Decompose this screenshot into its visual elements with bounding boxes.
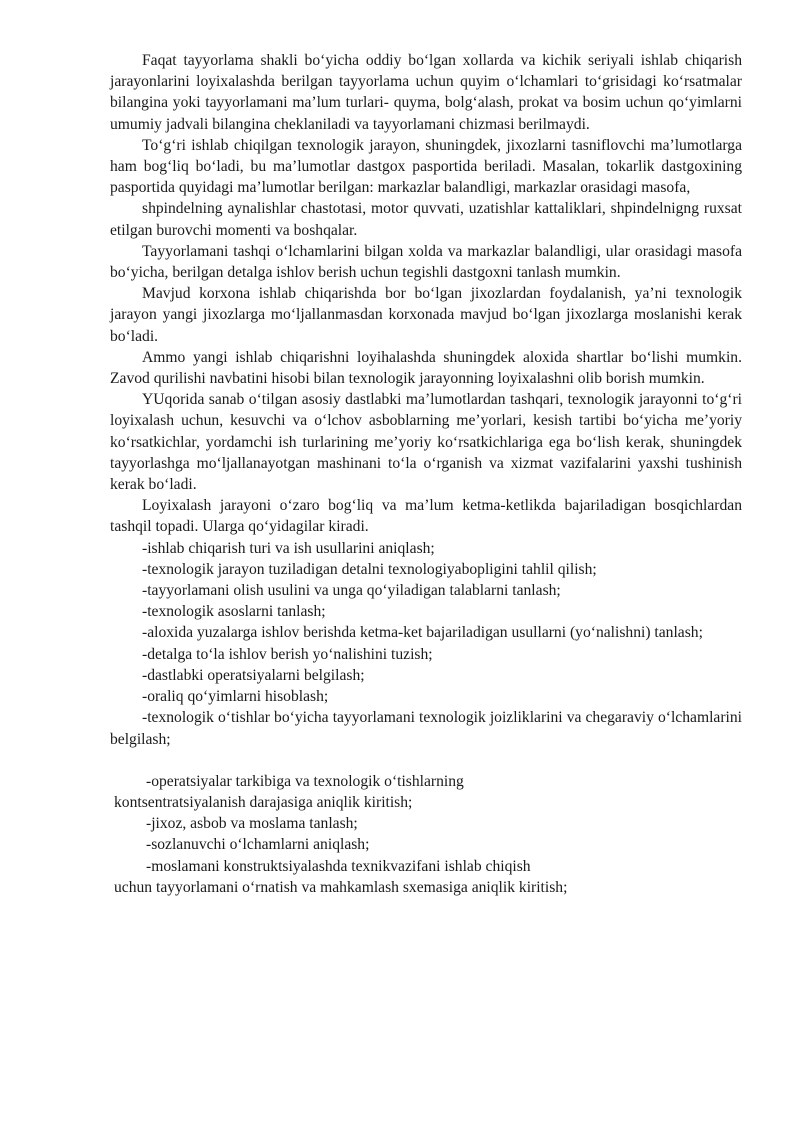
list-item: -ishlab chiqarish turi va ish usullarini aniqlash; [142,539,435,557]
list-item: -oraliq qo‘yimlarni hisoblash; [142,688,329,706]
list-item [110,771,742,813]
list-item: -tayyorlamani olish usulini va unga qo‘yiladigan talablarni tanlash; [142,582,561,600]
list-item [110,856,742,898]
list-item: -sozlanuvchi o‘lchamlarni aniqlash; [146,836,370,854]
paragraph: Loyixalash jarayoni o‘zaro bog‘liq va ma’lum ketma-ketlikda bajariladigan bosqichlardan tashqil topadi. Ularga qo‘yidagilar kiradi. [110,497,742,536]
list-item: -texnologik jarayon tuziladigan detalni texnologiyabopligini tahlil qilish; [142,560,597,578]
blank-line [110,750,742,771]
list-item-line: kontsentratsiyalanish darajasiga aniqlik kiritish; [114,793,413,811]
list-item-line: uchun tayyorlamani o‘rnatish va mahkamlash sxemasiga aniqlik kiritish; [114,878,568,896]
paragraph: shpindelning aynalishlar chastotasi, motor quvvati, uzatishlar kattaliklari, shpindelnigng ruxsat etilgan burovchi momenti va boshqalar. [110,200,742,239]
paragraph: Tayyorlamani tashqi o‘lchamlarini bilgan xolda va markazlar balandligi, ular orasidagi masofa bo‘yicha, berilgan detalga ishlov berish uchun tegishli dastgoxni tanlash mumkin. [110,242,742,282]
paragraph: Ammo yangi ishlab chiqarishni loyihalashda shuningdek aloxida shartlar bo‘lishi mumkin. Zavod qurilishi navbatini hisobi bilan texnologik jarayonning loyixalashni olib borish mumkin. [110,348,742,388]
document-page [110,50,742,898]
list-item-line: -moslamani konstruktsiyalashda texnikvazifani ishlab chiqish [146,857,531,875]
list-item: -dastlabki operatsiyalarni belgilash; [142,666,365,684]
paragraph: Mavjud korxona ishlab chiqarishda bor bo‘lgan jixozlardan foydalanish, ya’ni texnologik jarayon yangi jixozlarga mo‘ljallanmasdan korxonada mavjud bo‘lgan jixozlarga moslanishi kerak bo‘ladi. [110,285,742,345]
list-item: -aloxida yuzalarga ishlov berishda ketma-ket bajariladigan usullarni (yo‘nalishni) tanlash; [142,624,703,642]
list-item: -detalga to‘la ishlov berish yo‘nalishini tuzish; [142,645,433,663]
list-item: -jixoz, asbob va moslama tanlash; [146,815,358,833]
paragraph: To‘g‘ri ishlab chiqilgan texnologik jarayon, shuningdek, jixozlarni tasniflovchi ma’lumotlarga ham bog‘liq bo‘ladi, bu ma’lumotlar dastgox pasportida beriladi. Masalan, tokarlik dastgoxining pasportida quyidagi ma’lumotlar berilgan: markazlar balandligi, markazlar orasidagi masofa, [110,136,742,197]
list-item: -texnologik asoslarni tanlash; [142,603,326,621]
paragraph: Faqat tayyorlama shakli bo‘yicha oddiy bo‘lgan xollarda va kichik seriyali ishlab chiqarish jarayonlarini loyixalashda berilgan tayyorlama uchun quyim o‘lchamlari to‘grisidagi ko‘rsatmalar bilangina yoki tayyorlamani ma’lum turlari- quyma, bolg‘alash, prokat va bosim uchun qo‘yimlarni umumiy jadvali bilangina cheklaniladi va tayyorlamani chizmasi berilmaydi. [110,52,742,133]
list-item-line: -operatsiyalar tarkibiga va texnologik o‘tishlarning [146,772,464,790]
paragraph: YUqorida sanab o‘tilgan asosiy dastlabki ma’lumotlardan tashqari, texnologik jarayonni to‘g‘ri loyixalash uchun, kesuvchi va o‘lchov asboblarning me’yorlari, kesish tartibi bo‘yicha me’yoriy ko‘rsatkichlar, yordamchi ish turlarining me’yoriy ko‘rsatkichlariga ega bo‘lish kerak, shuningdek tayyorlashga mo‘ljallanayotgan mashinani to‘la o‘rganish va xizmat vazifalarini yaxshi tushinish kerak bo‘ladi. [110,391,742,494]
list-item: -texnologik o‘tishlar bo‘yicha tayyorlamani texnologik joizliklarini va chegaraviy o‘lchamlarini belgilash; [110,709,742,748]
